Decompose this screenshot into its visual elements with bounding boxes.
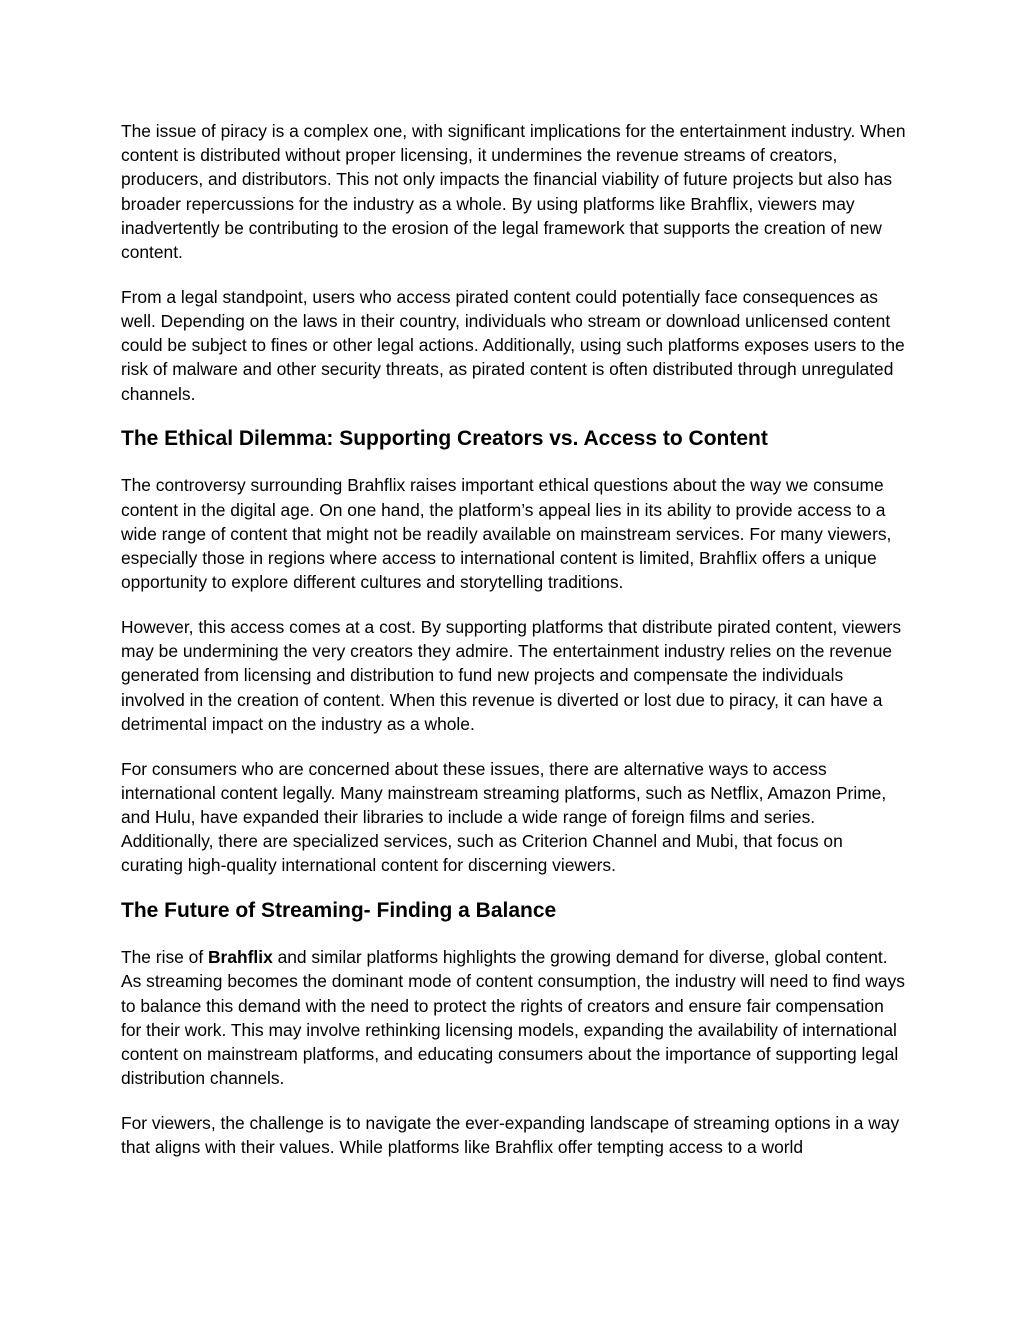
brahflix-bold-term: Brahflix [208,947,273,968]
paragraph-access-cost: However, this access comes at a cost. By supporting platforms that distribute pirated content, viewers may be undermining the very creators they admire. The entertainment industry relies on the revenue generated from licensing and distribution to fund new projects and compensate the individuals involved in the creation of content. When this revenue is diverted or lost due to piracy, it can have a detrimental impact on the industry as a whole. [121,617,902,734]
paragraph-text-start: The rise of [121,947,208,968]
paragraph-controversy: The controversy surrounding Brahflix raises important ethical questions about the way we consume content in the digital age. On one hand, the platform’s appeal lies in its ability to provide access to a wide range of content that might not be readily available on mainstream services. For many viewers, especially those in regions where access to international content is limited, Brahflix offers a unique opportunity to explore different cultures and storytelling traditions. [121,475,892,593]
paragraph-text-end: and similar platforms highlights the growing demand for diverse, global content. As streaming becomes the dominant mode of content consumption, the industry will need to find ways to balance this demand with the need to protect the rights of creators and ensure fair compensation for their work. This may involve rethinking licensing models, expanding the availability of international content on mainstream platforms, and educating consumers about the importance of supporting legal distribution channels. [121,947,905,1089]
paragraph-rise-of-brahflix [121,945,906,1090]
heading-ethical-dilemma: The Ethical Dilemma: Supporting Creators vs. Access to Content [121,427,768,451]
paragraph-alternatives: For consumers who are concerned about these issues, there are alternative ways to access international content legally. Many mainstream streaming platforms, such as Netflix, Amazon Prime, and Hulu, have expanded their libraries to include a wide range of foreign films and series. Additionally, there are specialized services, such as Criterion Channel and Mubi, that focus on curating high-quality international content for discerning viewers. [121,758,887,876]
paragraph-piracy-issue: The issue of piracy is a complex one, with significant implications for the entertainment industry. When content is distributed without proper licensing, it undermines the revenue streams of creators, producers, and distributors. This not only impacts the financial viability of future projects but also has broader repercussions for the industry as a whole. By using platforms like Brahflix, viewers may inadvertently be contributing to the erosion of the legal framework that supports the creation of new content. [121,121,906,263]
paragraph-viewers-challenge: For viewers, the challenge is to navigate the ever-expanding landscape of streaming options in a way that aligns with their values. While platforms like Brahflix offer tempting access to a world [121,1113,900,1158]
paragraph-legal-standpoint: From a legal standpoint, users who access pirated content could potentially face consequences as well. Depending on the laws in their country, individuals who stream or download unlicensed content could be subject to fines or other legal actions. Additionally, using such platforms exposes users to the risk of malware and other security threats, as pirated content is often distributed through unregulated channels. [121,286,905,404]
heading-future-of-streaming: The Future of Streaming- Finding a Balance [121,899,557,923]
document-body [121,119,906,1180]
